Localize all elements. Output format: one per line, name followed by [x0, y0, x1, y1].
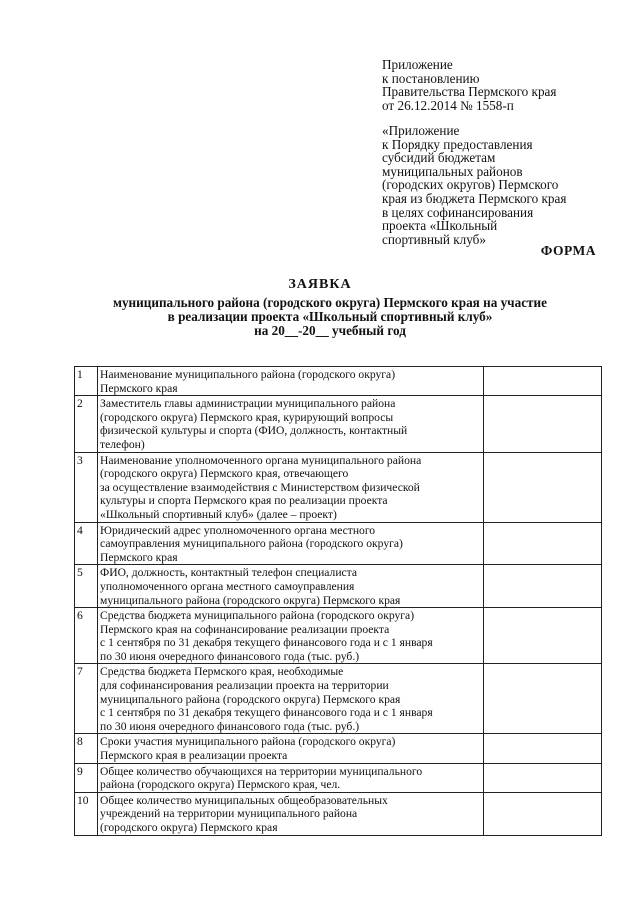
appendix-sub-line: в целях софинансирования [382, 204, 534, 220]
row-value-cell[interactable] [483, 452, 601, 522]
row-number: 10 [75, 792, 98, 835]
row-description-line: (городского округа) Пермского края, отвечающего [100, 467, 349, 481]
row-description-line: (городского округа) Пермского края, курирующий вопросы [100, 410, 394, 424]
row-description-line: Наименование муниципального района (городского округа) [100, 368, 396, 381]
row-description-line: учреждений на территории муниципального района [100, 807, 358, 821]
row-description-line: района (городского округа) Пермского края, чел. [100, 778, 341, 792]
row-description-line: Сроки участия муниципального района (городского округа) [100, 735, 396, 749]
row-description-line: (городского округа) Пермского края [100, 821, 278, 834]
table-row [75, 452, 602, 522]
table-row [75, 664, 602, 734]
row-description-line: для софинансирования реализации проекта на территории [100, 679, 389, 693]
row-value-cell[interactable] [483, 396, 601, 452]
row-description [98, 763, 484, 792]
row-description-line: Средства бюджета Пермского края, необходимые [100, 665, 344, 679]
subtitle-line: муниципального района (городского округа) Пермского края на участие [112, 295, 547, 310]
table-row [75, 734, 602, 763]
row-description-line: за осуществление взаимодействия с Министерством физической [100, 480, 420, 494]
row-description [98, 367, 484, 396]
row-description [98, 522, 484, 565]
row-description-line: физической культуры и спорта (ФИО, должность, контактный [100, 424, 408, 438]
row-description-line: с 1 сентября по 31 декабря текущего финансового года и с 1 января [100, 636, 433, 650]
row-description-line: самоуправления муниципального района (городского округа) [100, 537, 403, 551]
row-description-line: Пермского края [100, 550, 178, 564]
subtitle-line: на 20__-20__ учебный год [254, 323, 406, 338]
row-value-cell[interactable] [483, 367, 601, 396]
row-description-line: Средства бюджета муниципального района (городского округа) [100, 609, 415, 623]
row-value-cell[interactable] [483, 734, 601, 763]
row-description [98, 608, 484, 664]
row-value-cell[interactable] [483, 522, 601, 565]
table-row [75, 522, 602, 565]
row-number: 8 [75, 734, 98, 763]
row-description [98, 565, 484, 608]
row-description-line: с 1 сентября по 31 декабря текущего финансового года и с 1 января [100, 706, 433, 720]
appendix-sub-line: муниципальных районов [382, 163, 523, 179]
row-value-cell[interactable] [483, 763, 601, 792]
table-row [75, 792, 602, 835]
row-description [98, 734, 484, 763]
appendix-sub-line: (городских округов) Пермского [382, 177, 559, 193]
appendix-sub-line: края из бюджета Пермского края [382, 190, 567, 206]
appendix-sub-line: к Порядку предоставления [382, 136, 533, 152]
row-number: 6 [75, 608, 98, 664]
row-description [98, 664, 484, 734]
row-description-line: Наименование уполномоченного органа муниципального района [100, 453, 422, 467]
row-description-line: Юридический адрес уполномоченного органа местного [100, 523, 376, 537]
row-value-cell[interactable] [483, 664, 601, 734]
form-label: ФОРМА [540, 243, 596, 258]
row-number: 7 [75, 664, 98, 734]
row-description-line: телефон) [100, 437, 145, 451]
row-value-cell[interactable] [483, 792, 601, 835]
row-description-line: Общее количество обучающихся на территории муниципального [100, 764, 423, 778]
appendix-sub-line: спортивный клуб» [382, 231, 486, 247]
table-row [75, 608, 602, 664]
table-row [75, 565, 602, 608]
appendix-sub-header [382, 124, 566, 246]
row-description-line: по 30 июня очередного финансового года (тыс. руб.) [100, 649, 360, 663]
appendix-sub-line: субсидий бюджетам [382, 150, 496, 166]
row-number: 5 [75, 565, 98, 608]
appendix-header-line: Приложение [382, 57, 453, 72]
row-description-line: Общее количество муниципальных общеобразовательных [100, 793, 388, 807]
appendix-header [382, 58, 556, 112]
table-row [75, 396, 602, 452]
row-description-line: муниципального района (городского округа) Пермского края [100, 593, 401, 607]
row-description [98, 792, 484, 835]
table-row [75, 763, 602, 792]
appendix-header-line: от 26.12.2014 № 1558-п [382, 97, 514, 113]
row-number: 1 [75, 367, 98, 396]
subtitle-line: в реализации проекта «Школьный спортивный клуб» [167, 309, 493, 324]
document-title: ЗАЯВКА [288, 277, 352, 292]
row-number: 4 [75, 522, 98, 565]
row-value-cell[interactable] [483, 565, 601, 608]
row-description-line: Заместитель главы администрации муниципального района [100, 397, 396, 411]
appendix-sub-line: «Приложение [382, 123, 460, 138]
row-number: 2 [75, 396, 98, 452]
row-description-line: культуры и спорта Пермского края по реализации проекта [100, 494, 388, 508]
row-description-line: ФИО, должность, контактный телефон специалиста [100, 566, 358, 580]
row-description-line: «Школьный спортивный клуб» (далее – проект) [100, 507, 337, 521]
appendix-sub-line: проекта «Школьный [382, 218, 498, 234]
row-description [98, 396, 484, 452]
row-description-line: по 30 июня очередного финансового года (тыс. руб.) [100, 719, 360, 733]
row-number: 3 [75, 452, 98, 522]
application-table [74, 366, 602, 836]
table-row [75, 367, 602, 396]
appendix-header-line: к постановлению [382, 70, 480, 86]
row-description [98, 452, 484, 522]
row-description-line: Пермского края в реализации проекта [100, 749, 288, 763]
document-subtitle [60, 296, 600, 338]
row-value-cell[interactable] [483, 608, 601, 664]
row-number: 9 [75, 763, 98, 792]
row-description-line: Пермского края [100, 381, 178, 395]
row-description-line: муниципального района (городского округа) Пермского края [100, 692, 401, 706]
row-description-line: уполномоченного органа местного самоуправления [100, 579, 355, 593]
appendix-header-line: Правительства Пермского края [382, 84, 557, 100]
row-description-line: Пермского края на софинансирование реализации проекта [100, 622, 390, 636]
